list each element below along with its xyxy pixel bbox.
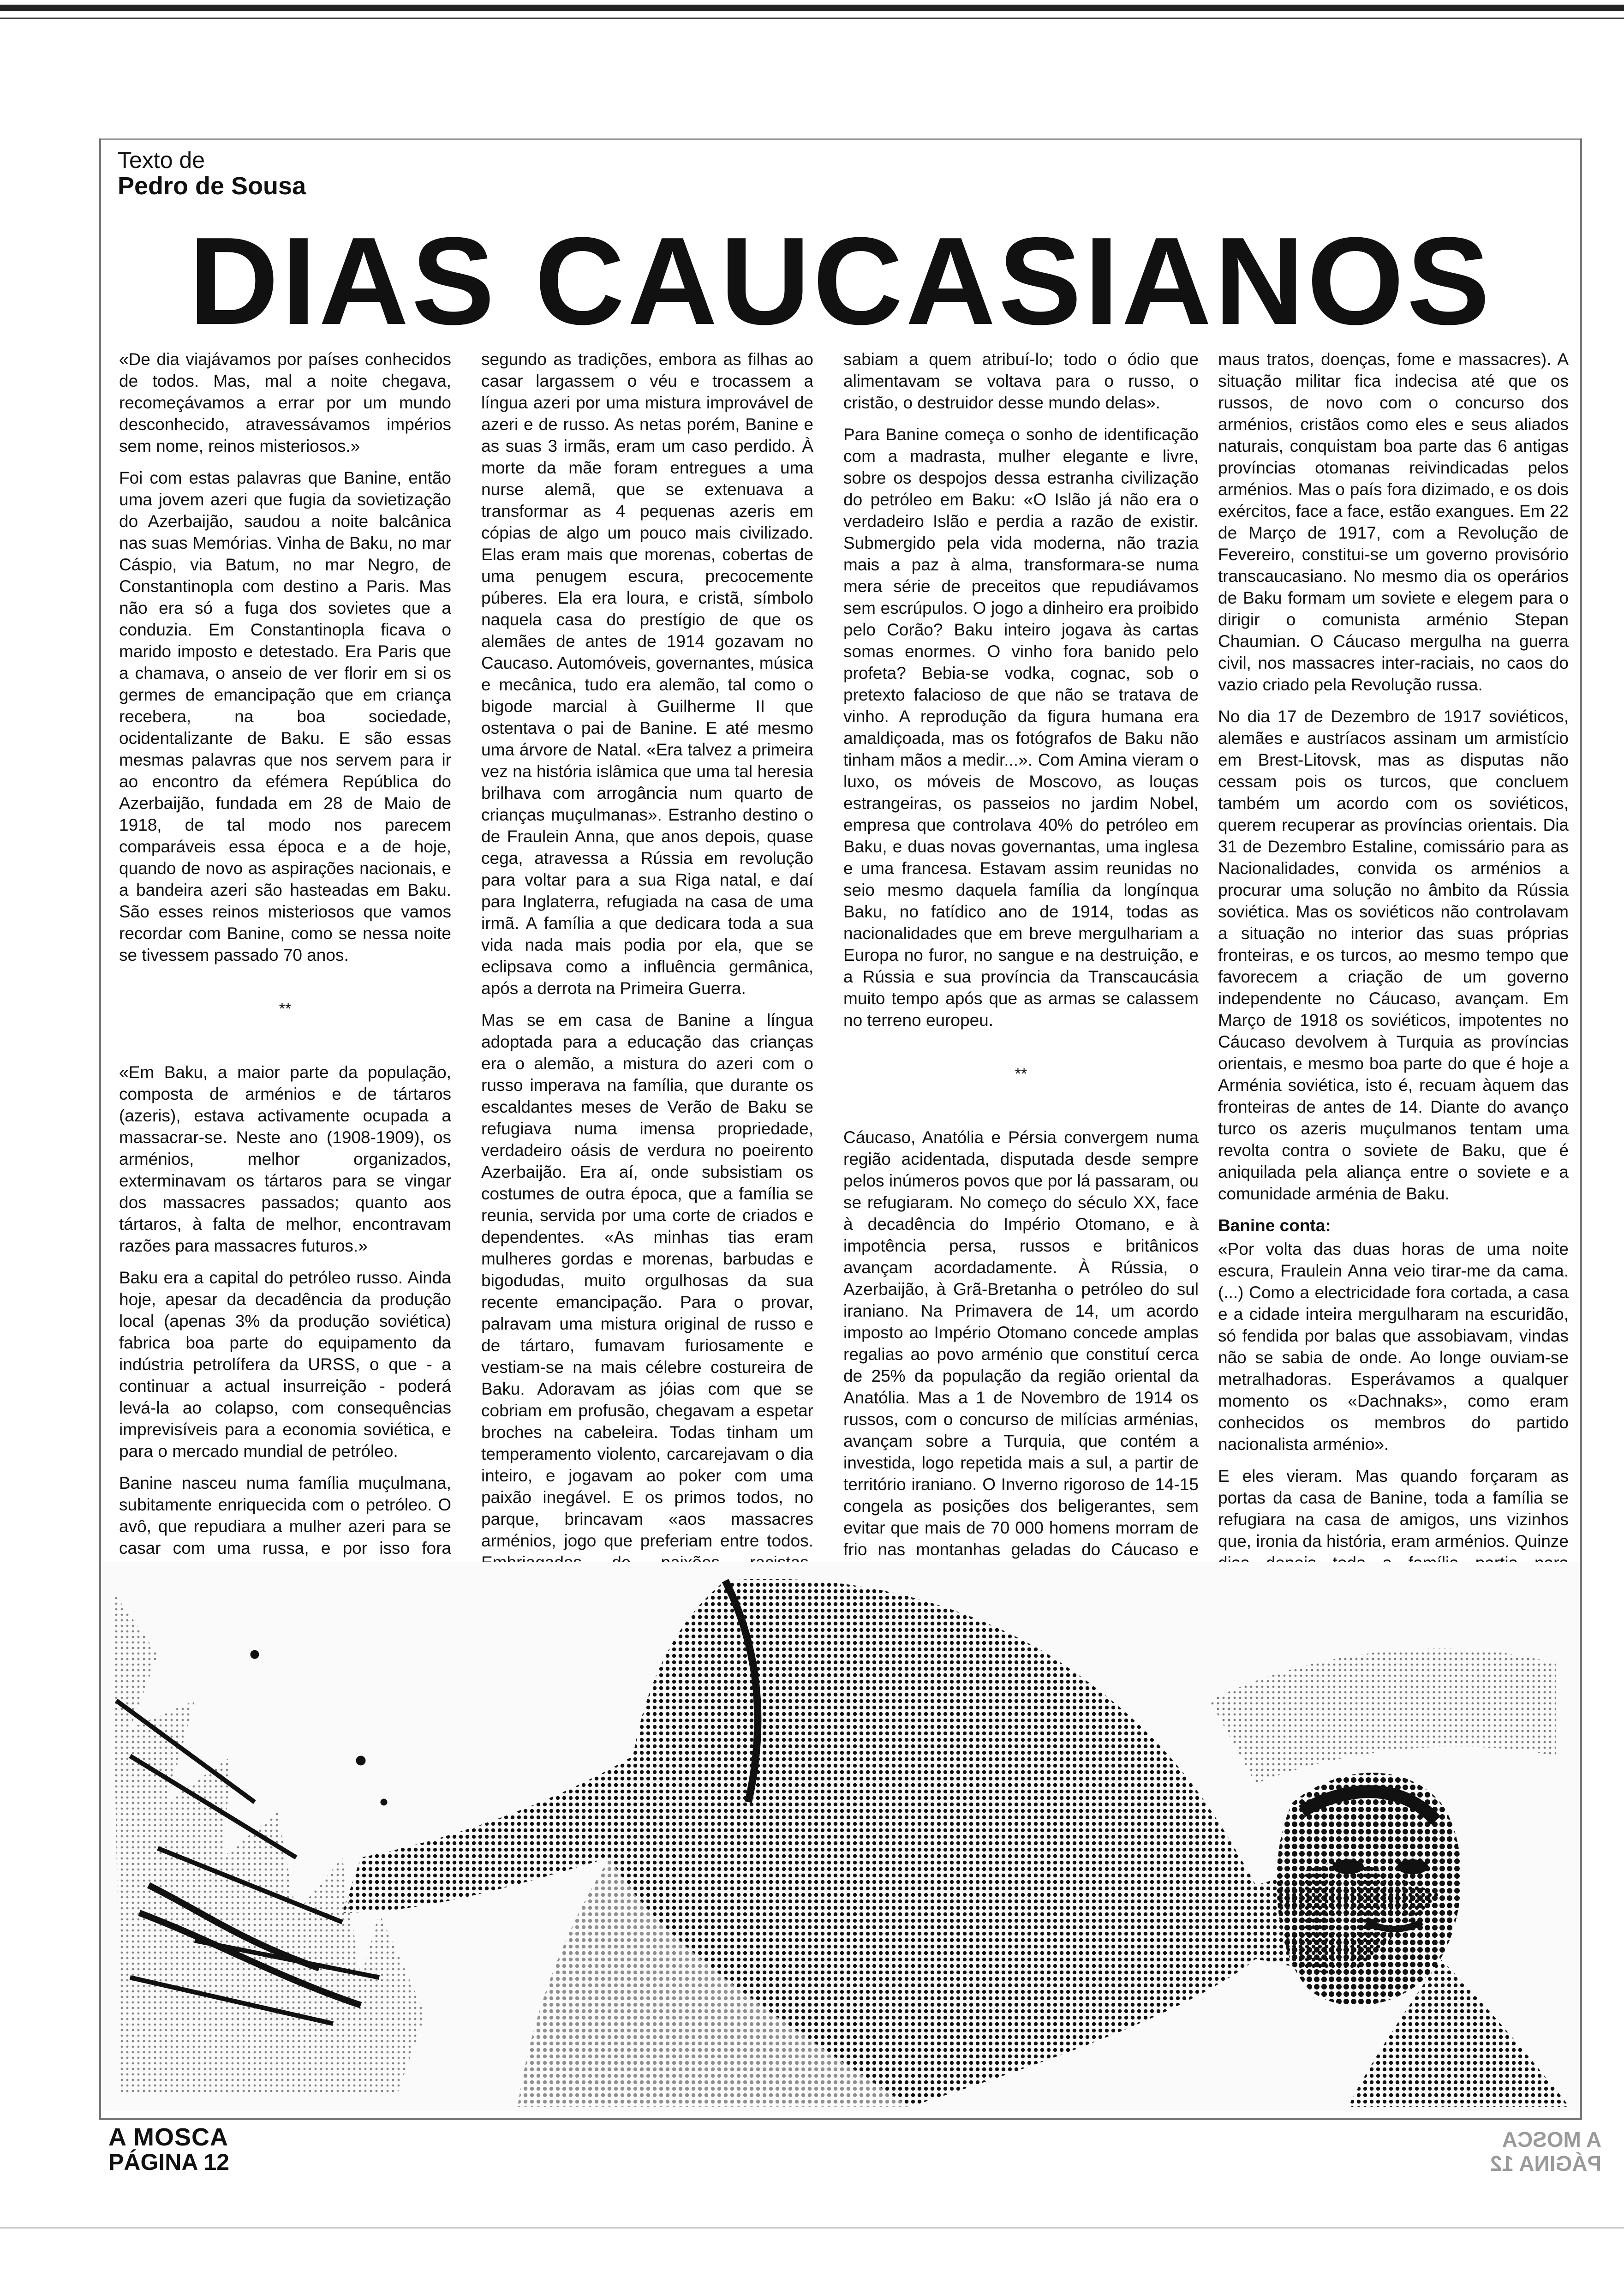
paragraph: maus tratos, doenças, fome e massacres). A situação militar fica indecisa até que os russos, de novo com o concurso dos arménios, cristãos como eles e seus aliados naturais, conquistam boa parte das 6 antigas províncias otomanas reivindicadas pelos arménios. Mas o país fora dizimado, e os dois exércitos, face a face, estão exangues. Em 22 de Março de 1917, com a Revolução de Fevereiro, constitui-se um governo provisório transcaucasiano. No mesmo dia os operários de Baku formam um soviete e elegem para o dirigir o comunista arménio Stepan Chaumian. O Cáucaso mergulha na guerra civil, nos massacres inter-raciais, no caos do vazio criado pela Revolução russa. xyxy=(1218,350,1569,694)
illustration-svg xyxy=(102,1562,1579,2111)
paragraph: sabiam a quem atribuí-lo; todo o ódio que alimentavam se voltava para o russo, o cristão, o destruidor desse mundo delas». xyxy=(843,350,1199,412)
frame-left xyxy=(99,138,101,2118)
background-shade xyxy=(1210,1648,1556,1784)
column-1 xyxy=(119,348,451,1562)
publication-name: A MOSCA xyxy=(108,2123,228,2151)
subheading: Banine conta: xyxy=(1218,1216,1331,1235)
column-3 xyxy=(843,348,1199,1562)
section-separator: ** xyxy=(279,1000,292,1018)
bottom-rule xyxy=(0,2227,1624,2229)
column-4 xyxy=(1218,348,1569,1562)
paragraph: E eles vieram. Mas quando forçaram as portas da casa de Banine, toda a família se refugiara na casa de amigos, uns vizinhos que, ironia da história, eram arménios. Quinze xyxy=(1218,1467,1569,1551)
frame-right xyxy=(1580,138,1582,2118)
paragraph: Banine nasceu numa família muçulmana, subitamente enriquecida com o petróleo. O avô, que repudiara a mulher azeri para se casar com uma russa, e por isso fora xyxy=(119,1474,451,1558)
paragraph: Para Banine começa o sonho de identificação com a madrasta, mulher elegante e livre, sobre os despojos dessa estranha civilização do petróleo em Baku: «O Islão já não era o verdadeiro Islão e perdia a razão de existir. Submergido pela vida moderna, não trazia mais a paz à alma, transformara-se numa mera série de preceitos que repudiávamos sem escrúpulos. O jogo a dinheiro era proibido pelo Corão? Baku inteiro jogava às cartas somas enormes. O vinho fora banido pelo profeta? Bebia-se vodka, cognac, sob o pretexto falacioso de que não se tratava de vinho. A reprodução da figura humana era amaldiçoada, mas os fotógrafos de Baku não tinham mãos a medir...». Com Amina vieram o luxo, os móveis de Moscovo, as louças estrangeiras, os passeios no jardim Nobel, empresa que controlava 40% do petróleo em Baku, e duas novas governantas, uma inglesa e uma francesa. Estavam assim reunidas no seio mesmo daquela família da longínqua Baku, no fatídico ano de 1914, todas as nacionalidades que em breve mergulhariam a Europa no furor, no sangue e na destruição, e a Rússia e sua província da Transcaucásia muito tempo após que as armas se calassem no terreno europeu. xyxy=(843,425,1199,1030)
frame-bottom xyxy=(99,2118,1582,2120)
byline-author: Pedro de Sousa xyxy=(118,172,306,200)
paragraph: Cáucaso, Anatólia e Pérsia convergem numa região acidentada, disputada desde sempre pelos inúmeros povos que por lá passaram, ou se refugiaram. No começo do século XX, face à decadência do Império Otomano, e à impotência persa, russos e britânicos avançam acordadamente. À Rússia, o Azerbaijão, à Grã-Bretanha o petróleo do sul iraniano. Na Primavera de 14, um acordo imposto ao Império Otomano concede amplas regalias ao povo arménio que constituí cerca de 25% da população da região oriental da Anatólia. Mas a 1 de Novembro de 1914 os russos, com o concurso de milícias arménias, avançam sobre a Turquia, que contém a investida, logo repetida mais a sul, a partir de território iraniano. O Inverno rigoroso de 14-15 congela as posições dos beligerantes, sem evitar que mais de 70 000 homens morram de frio nas montanhas geladas do Cáucaso e xyxy=(843,1128,1199,1559)
paragraph: Foi com estas palavras que Banine, então uma jovem azeri que fugia da sovietização do Azerbaijão, saudou a noite balcânica nas suas Memórias. Vinha de Baku, no mar Cáspio, via Batum, no mar Negro, de Constantinopla com destino a Paris. Mas não era só a fuga dos sovietes que a conduzia. Em Constantinopla ficava o marido imposto e detestado. Era Paris que a chamava, o anseio de ver florir em si os germes de emancipação que em criança recebera, na boa sociedade, ocidentalizante de Baku. E são essas mesmas palavras que nos servem para ir ao encontro da efémera República do Azerbaijão, fundada em 28 de Maio de 1918, de tal modo nos parecem comparáveis essa época e a de hoje, quando de novo as aspirações nacionais, e a bandeira azeri são hasteadas em Baku. São esses reinos misteriosos que vamos recordar com Banine, como se nessa noite se tivessem passado 70 anos. xyxy=(119,468,451,965)
bleed-through-text: A MOSCA PÁGINA 12 xyxy=(1490,2127,1602,2175)
byline-label: Texto de xyxy=(118,147,205,173)
top-rule xyxy=(0,5,1624,11)
paragraph: «Por volta das duas horas de uma noite escura, Fraulein Anna veio tirar-me da cama. (...) Como a electricidade fora cortada, a casa e a cidade inteira mergulharam na escuridão, só fendida por balas que assobiavam, vindas não se sabia de onde. Ao longe ouviam-se metralhadoras. Esperávamos a qualquer momento os «Dachnaks», como eram conhecidos os membros do partido nacionalista arménio». xyxy=(1218,1240,1569,1454)
figure-left xyxy=(342,1579,1440,2107)
paragraph: No dia 17 de Dezembro de 1917 soviéticos, alemães e austríacos assinam um armistício em Brest-Litovsk, mas as disputas não cessam pois os turcos, que concluem também um acordo com os soviéticos, querem recuperar as províncias orientais. Dia 31 de Dezembro Estaline, comissário para as Nacionalidades, convida os arménios a procurar uma solução no âmbito da Rússia soviética. Mas os soviéticos não controlavam a situação no interior das suas próprias fronteiras, e os turcos, ao mesmo tempo que favorecem a criação de um governo independente no Cáucaso, avançam. Em Março de 1918 os soviéticos, impotentes no Cáucaso devolvem à Turquia as províncias orientais, e mesmo boa parte do que é hoje a Arménia soviética, isto é, recuam àquem das fronteiras de antes de 14. Diante do avanço turco os azeris muçulmanos tentam uma revolta contra o soviete de Baku, que é aniquilada pela aliança entre o soviete e a comunidade arménia de Baku. xyxy=(1218,707,1569,1203)
top-rule-thin xyxy=(0,18,1624,19)
paragraph: Mas se em casa de Banine a língua adoptada para a educação das crianças era o alemão, a mistura do azeri com o russo imperava na família, que durante os escaldantes meses de Verão de Baku se refugiava numa imensa propriedade, verdadeiro oásis de verdura no poeirento Azerbaijão. Era aí, onde subsistiam os costumes de outra época, que a família se reunia, servida por uma corte de criados e dependentes. «As minhas tias eram mulheres gordas e morenas, barbudas e bigodudas, muito orgulhosas da sua recente emancipação. Para o provar, palravam uma mistura original de russo e de tártaro, fumavam furiosamente e vestiam-se na mais célebre costureira de Baku. Adoravam as jóias com que se cobriam em profusão, chegavam a espetar broches na cabeleira. Todas tinham um temperamento violento, carcarejavam o dia inteiro, e jogavam ao poker com uma paixão inegável. E os primos todos, no parque, brincavam «aos massacres arménios, jogo que preferiam entre todos. xyxy=(481,1011,813,1550)
page-number: PÁGINA 12 xyxy=(108,2149,230,2175)
figure-right-face xyxy=(1277,1773,1570,2107)
section-separator: ** xyxy=(1015,1065,1027,1083)
halftone-illustration xyxy=(102,1562,1579,2111)
headline: DIAS CAUCASIANOS xyxy=(188,212,1493,351)
paragraph: «De dia viajávamos por países conhecidos de todos. Mas, mal a noite chegava, recomeçávamos a errar por um mundo desconhecido, atravessávamos impérios sem nome, reinos misteriosos.» xyxy=(119,350,451,455)
frame-top xyxy=(99,138,1582,140)
column-2 xyxy=(481,348,813,1562)
paragraph: Baku era a capital do petróleo russo. Ainda hoje, apesar da decadência da produção local (apenas 3% da produção soviética) fabrica boa parte do equipamento da indústria petrolífera da URSS, o que - a continuar a actual insurreição - poderá levá-la ao colapso, com consequências imprevisíveis para a economia soviética, e para o mercado mundial de petróleo. xyxy=(119,1268,451,1461)
ink-splatter xyxy=(112,1590,425,2093)
paragraph: segundo as tradições, embora as filhas ao casar largassem o véu e trocassem a língua azeri por uma mistura improvável de azeri e de russo. As netas porém, Banine e as suas 3 irmãs, eram um caso perdido. À morte da mãe foram entregues a uma nurse alemã, que se extenuava a transformar as 4 pequenas azeris em cópias de algo um pouco mais civilizado. Elas eram mais que morenas, cobertas de uma penugem escura, precocemente púberes. Ela era loura, e cristã, símbolo naquela casa do prestígio de que os alemães de antes de 1914 gozavam no Caucaso. Automóveis, governantes, música e mecânica, tudo era alemão, tal como o bigode marcial à Guilherme II que ostentava o pai de Banine. E até mesmo uma árvore de Natal. «Era talvez a primeira vez na história islâmica que uma tal heresia brilhava com arrogância num quarto de crianças muçulmanas». Estranho destino o de Fraulein Anna, que anos depois, quase cega, atravessa a Rússia em revolução para voltar para a sua Riga natal, e daí para Inglaterra, refugiada na casa de uma irmã. A família a que dedicara toda a sua vida nada mais podia por ela, que se eclipsava como a influência germânica, após a derrota na Primeira Guerra. xyxy=(481,350,813,998)
paragraph: «Em Baku, a maior parte da população, composta de arménios e de tártaros (azeris), estava activamente ocupada a massacrar-se. Neste ano (1908-1909), os arménios, melhor organizados, exterminavam os tártaros para se vingar dos massacres passados; quanto aos tártaros, à falta de melhor, encontravam razões para massacres futuros.» xyxy=(119,1063,451,1255)
